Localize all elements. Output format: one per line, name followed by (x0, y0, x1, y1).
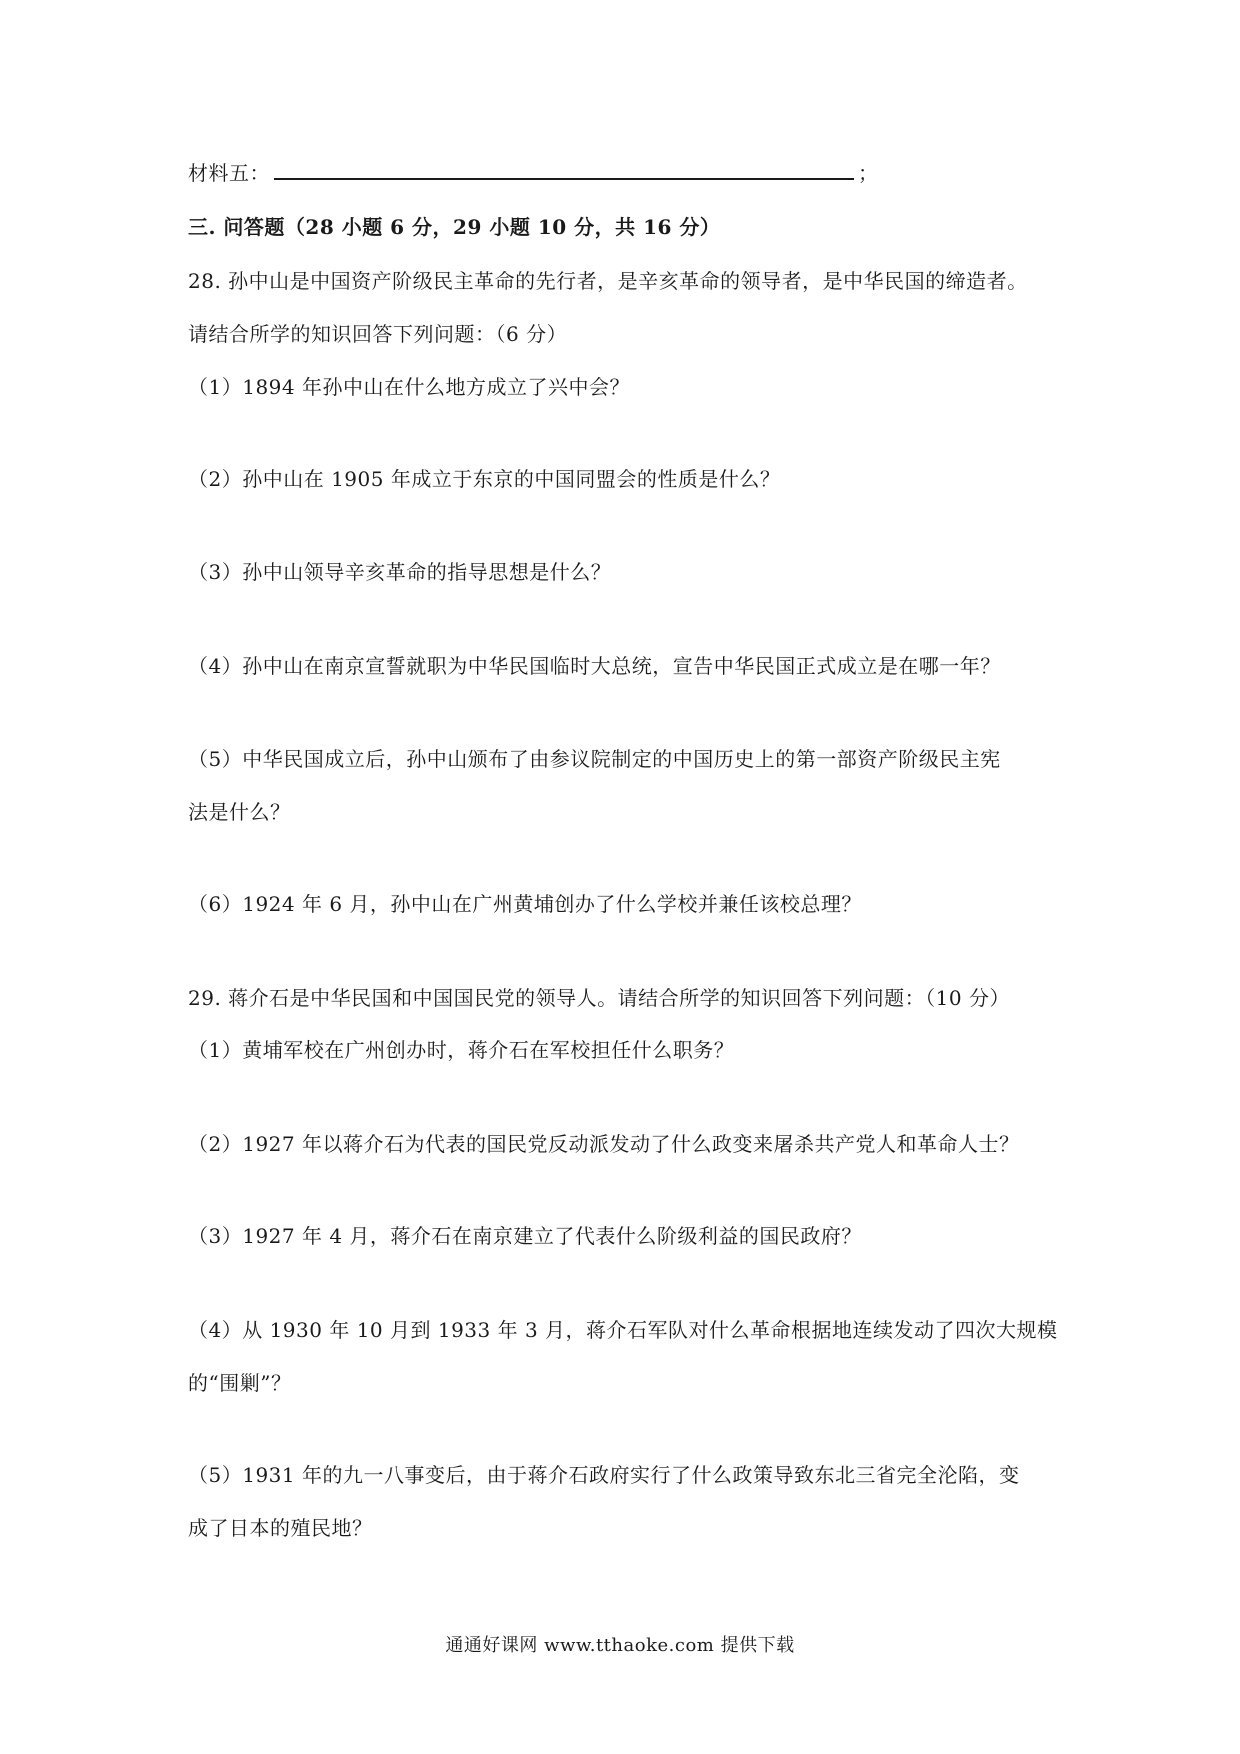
q28-item-1: （1）1894 年孙中山在什么地方成立了兴中会？ (188, 375, 630, 399)
q29-item-1: （1）黄埔军校在广州创办时，蒋介石在军校担任什么职务？ (188, 1038, 735, 1062)
material-five-line (188, 158, 879, 187)
material-five-label: 材料五： (188, 161, 270, 185)
q29-item-5: （5）1931 年的九一八事变后，由于蒋介石政府实行了什么政策导致东北三省完全沦陷，变 (188, 1463, 1020, 1487)
q28-stem-line2: 请结合所学的知识回答下列问题：（6 分） (188, 322, 568, 346)
q29-item-3: （3）1927 年 4 月，蒋介石在南京建立了代表什么阶级利益的国民政府？ (188, 1224, 862, 1248)
q28-item-3: （3）孙中山领导辛亥革命的指导思想是什么？ (188, 560, 612, 584)
page-footer: 通通好课网 www.tthaoke.com 提供下载 (445, 1635, 795, 1656)
material-five-end: ； (858, 161, 879, 185)
answer-blank[interactable] (274, 158, 854, 180)
q29-item-4-cont: 的“围剿”？ (188, 1371, 292, 1395)
q28-item-6: （6）1924 年 6 月，孙中山在广州黄埔创办了什么学校并兼任该校总理？ (188, 892, 862, 916)
q29-item-4: （4）从 1930 年 10 月到 1933 年 3 月，蒋介石军队对什么革命根据地连续发动了四次大规模 (188, 1318, 1058, 1342)
q29-item-2: （2）1927 年以蒋介石为代表的国民党反动派发动了什么政变来屠杀共产党人和革命人士？ (188, 1132, 1020, 1156)
q28-stem-line1: 28. 孙中山是中国资产阶级民主革命的先行者，是辛亥革命的领导者，是中华民国的缔造者。 (188, 269, 1028, 293)
q28-item-4: （4）孙中山在南京宣誓就职为中华民国临时大总统，宣告中华民国正式成立是在哪一年？ (188, 654, 1001, 678)
q29-stem: 29. 蒋介石是中华民国和中国国民党的领导人。请结合所学的知识回答下列问题：（10 分） (188, 986, 1010, 1010)
q29-item-5-cont: 成了日本的殖民地？ (188, 1516, 373, 1540)
q28-item-5-cont: 法是什么？ (188, 800, 291, 824)
q28-item-5: （5）中华民国成立后，孙中山颁布了由参议院制定的中国历史上的第一部资产阶级民主宪 (188, 747, 1001, 771)
section-heading: 三. 问答题（28 小题 6 分，29 小题 10 分，共 16 分） (188, 215, 721, 239)
q28-item-2: （2）孙中山在 1905 年成立于东京的中国同盟会的性质是什么？ (188, 467, 781, 491)
